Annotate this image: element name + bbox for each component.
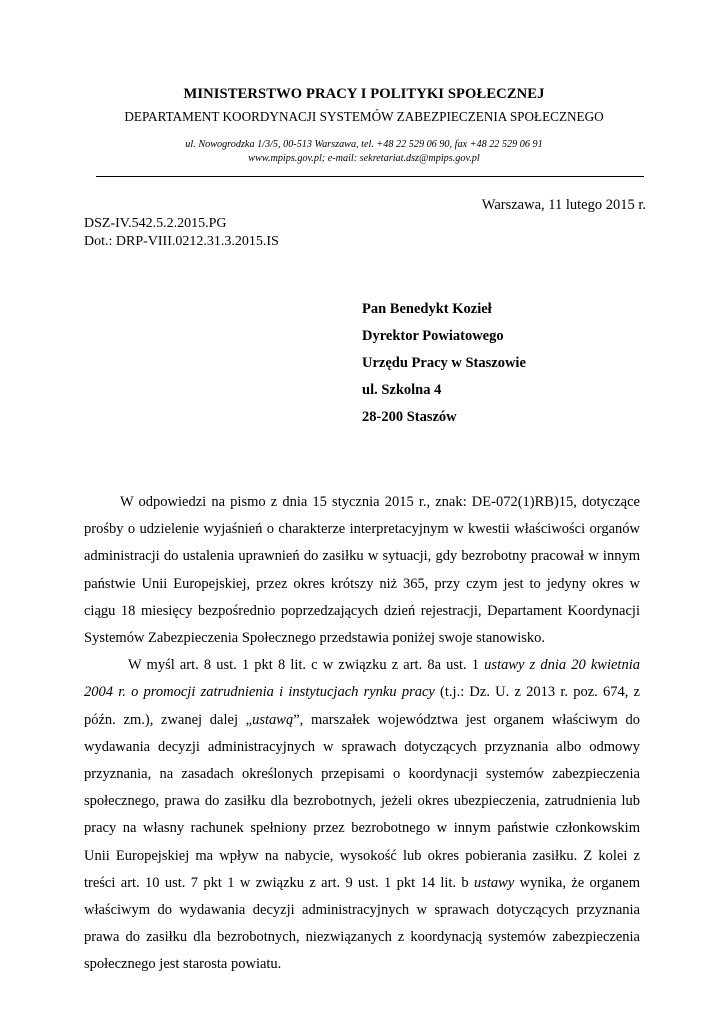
paragraph-1: W odpowiedzi na pismo z dnia 15 stycznia 2015 r., znak: DE-072(1)RB)15, dotyczące prośby o udzielenie wyjaśnień o charakterze interpretacyjnym w kwestii właściwości organów administracji do ustalenia uprawnień do zasiłku w sytuacji, gdy bezrobotny pracował w innym państwie Unii Europejskiej, przez okres krótszy niż 365, przy czym jest to jedyny okres w ciągu 18 miesięcy bezpośrednio poprzedzających dzień rejestracji, Departament Koordynacji Systemów Zabezpieczenia Społecznego przedstawia poniżej swoje stanowisko. [84,494,640,647]
header-divider [96,176,644,177]
web-email-line: www.mpips.gov.pl; e-mail: sekretariat.dsz@mpips.gov.pl [248,153,480,164]
p2-text-b: (t.j.: Dz. U. z 2013 r. poz. 674, z późn. zm.), zwanej dalej „ [84,684,640,728]
letter-date: Warszawa, 11 lutego 2015 r. [481,197,646,213]
contact-address [84,138,644,166]
recipient-title-2: Urzędu Pracy w Staszowie [362,355,526,371]
related-reference: Dot.: DRP-VIII.0212.31.3.2015.IS [84,234,279,249]
p2-text-a: W myśl art. 8 ust. 1 pkt 8 lit. c w związku z art. 8a ust. 1 [128,657,485,674]
address-line: ul. Nowogrodzka 1/3/5, 00-513 Warszawa, tel. +48 22 529 06 90, fax +48 22 529 06 91 [185,139,543,150]
department-name: DEPARTAMENT KOORDYNACJI SYSTEMÓW ZABEZPIECZENIA SPOŁECZNEGO [124,109,604,124]
recipient-city: 28-200 Staszów [362,409,457,425]
paragraph-2 [84,652,640,978]
recipient-name: Pan Benedykt Kozieł [362,301,492,317]
case-reference: DSZ-IV.542.5.2.2015.PG [84,216,227,231]
act-short-name: ustawą [252,711,294,728]
recipient-address [362,296,526,431]
reference-numbers [84,215,279,251]
letterhead [84,86,644,166]
act-title: ustawy z dnia 20 kwietnia 2004 r. o promocji zatrudnienia i instytucjach rynku pracy [84,657,640,701]
p2-text-d: wynika, że organem właściwym do wydawania decyzji administracyjnych w sprawach dotyczących przyznania prawa do zasiłku dla bezrobotnych, niezwiązanych z koordynacją systemów zabezpieczenia społecznego jest starosta powiatu. [84,874,641,973]
letter-body [84,489,640,979]
ministry-name: MINISTERSTWO PRACY I POLITYKI SPOŁECZNEJ [183,86,545,102]
recipient-street: ul. Szkolna 4 [362,382,442,398]
p2-text-c: ”, marszałek województwa jest organem właściwym do wydawania decyzji administracyjnych w sprawach dotyczących przyznania albo odmowy przyznania, na zasadach określonych przepisami o koordynacji systemów zabezpieczenia społecznego, prawa do zasiłku dla bezrobotnych, jeżeli okres ubezpieczenia, zatrudnienia lub pracy na własny rachunek spełniony przez bezrobotnego w innym państwie członkowskim Unii Europejskiej ma wpływ na nabycie, wysokość lub okres pobierania zasiłku. Z kolei z treści art. 10 ust. 7 pkt 1 w związku z art. 9 ust. 1 pkt 14 lit. b [84,711,640,891]
recipient-title-1: Dyrektor Powiatowego [362,328,504,344]
act-reference: ustawy [474,874,515,891]
